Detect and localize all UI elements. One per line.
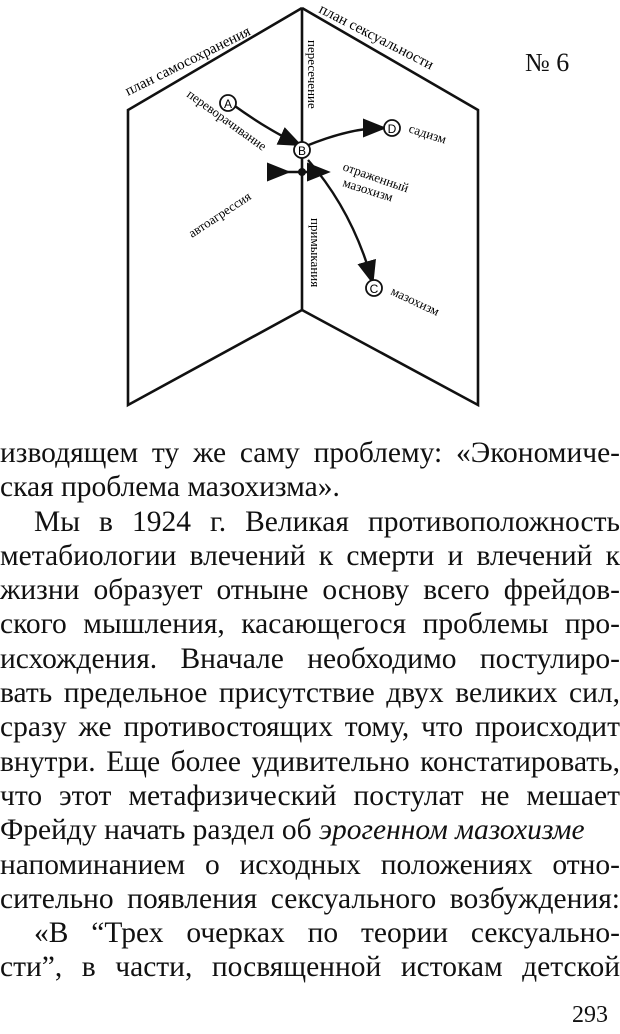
page-number: 293 <box>572 1002 608 1028</box>
arrow-b-to-d <box>306 128 382 146</box>
text-line-12-emphasis: эрогенном мазохизме <box>318 814 585 847</box>
text-line-11: что этот метафизический постулат не мешает <box>0 779 620 812</box>
text-line-6: ского мышления, касающегося проблемы про- <box>0 608 620 641</box>
point-c-label: C <box>369 282 379 296</box>
text-line-4: метабиологии влечений к смерти и влечений к <box>0 539 620 572</box>
plane-self-preservation-label: план самосохранения <box>122 23 254 100</box>
crossing-label: пересечение <box>305 40 320 109</box>
text-line-12 <box>0 813 620 847</box>
text-line-9: сразу же противостоящих тому, что происходит <box>0 711 620 744</box>
point-b-label: B <box>297 144 307 158</box>
text-line-8: вать предельное присутствие двух великих сил, <box>0 677 620 710</box>
sadism-label: садизм <box>407 120 449 147</box>
reflected-masochism-line1: отраженный <box>341 158 411 196</box>
text-line-12-prefix: Фрейду начать раздел об <box>0 814 319 847</box>
text-line-1: изводящем ту же саму проблему: «Экономиче- <box>0 437 620 469</box>
masochism-label: мазохизм <box>388 283 443 319</box>
plane-left-outline <box>128 8 302 405</box>
figure-number: № 6 <box>525 48 570 77</box>
text-line-15: «В “Трех очерках по теории сексуально- <box>34 917 620 950</box>
point-a-label: A <box>223 97 233 111</box>
text-line-10: внутри. Еще более удивительно констатировать, <box>0 745 620 778</box>
text-line-13: напоминанием о исходных положениях отно- <box>0 848 620 881</box>
text-line-7: исхождения. Вначале необходимо постулиро- <box>0 642 620 675</box>
body-text <box>0 436 620 985</box>
figure-diagram <box>0 0 620 430</box>
adjoining-label: примыкания <box>308 218 323 288</box>
center-dot <box>298 168 306 176</box>
text-line-2: ская проблема мазохизма». <box>0 471 340 504</box>
text-line-16: сти”, в части, посвященной истокам детской <box>0 951 620 984</box>
plane-sexuality-label: план сексуальности <box>316 1 437 74</box>
reversal-label: переворачивание <box>184 86 270 154</box>
plane-right-outline <box>302 8 478 405</box>
point-d-label: D <box>387 122 397 136</box>
reflected-masochism-line2: мазохизм <box>341 174 396 205</box>
text-line-3: Мы в 1924 г. Великая противоположность <box>34 505 620 538</box>
auto-aggression-label: автоагрессия <box>185 188 254 241</box>
text-line-5: жизни образует отныне основу всего фрейдов- <box>0 574 620 607</box>
text-line-14: сительно появления сексуального возбуждения: <box>0 882 620 915</box>
